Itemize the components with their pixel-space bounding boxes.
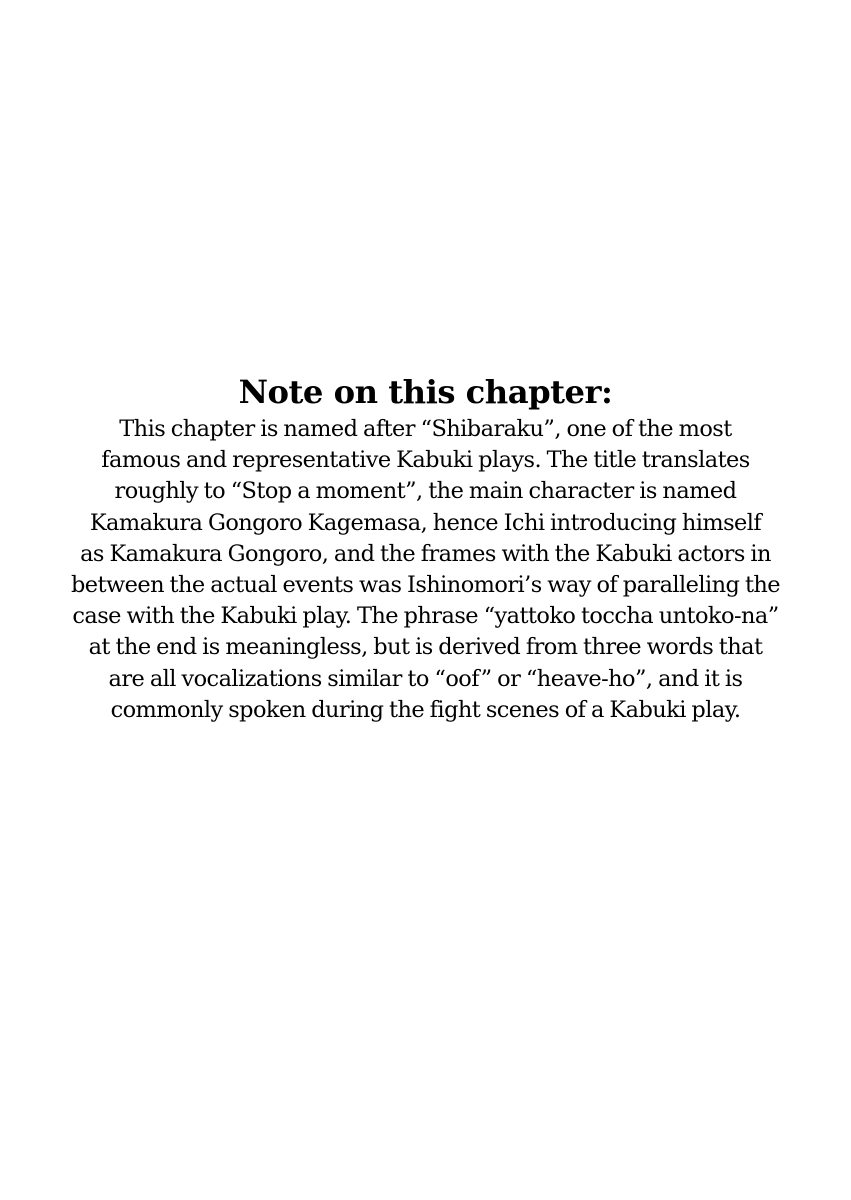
note-line: at the end is meaningless, but is derived from three words that: [88, 634, 763, 661]
note-body: [0, 414, 851, 726]
note-line: commonly spoken during the fight scenes of a Kabuki play.: [110, 696, 741, 723]
note-line: This chapter is named after “Shibaraku”, one of the most: [119, 416, 732, 442]
note-line: Kamakura Gongoro Kagemasa, hence Ichi introducing himself: [89, 509, 762, 536]
note-line: between the actual events was Ishinomori’s way of paralleling the: [70, 572, 781, 599]
note-line: roughly to “Stop a moment”, the main character is named: [114, 478, 737, 505]
note-line: famous and representative Kabuki plays. The title translates: [101, 447, 750, 474]
note-line: as Kamakura Gongoro, and the frames with the Kabuki actors in: [80, 540, 771, 567]
note-line: case with the Kabuki play. The phrase “yattoko toccha untoko-na”: [72, 603, 779, 630]
note-line: are all vocalizations similar to “oof” or “heave-ho”, and it is: [108, 665, 743, 692]
chapter-note: [0, 370, 851, 726]
note-title: Note on this chapter:: [238, 373, 613, 411]
